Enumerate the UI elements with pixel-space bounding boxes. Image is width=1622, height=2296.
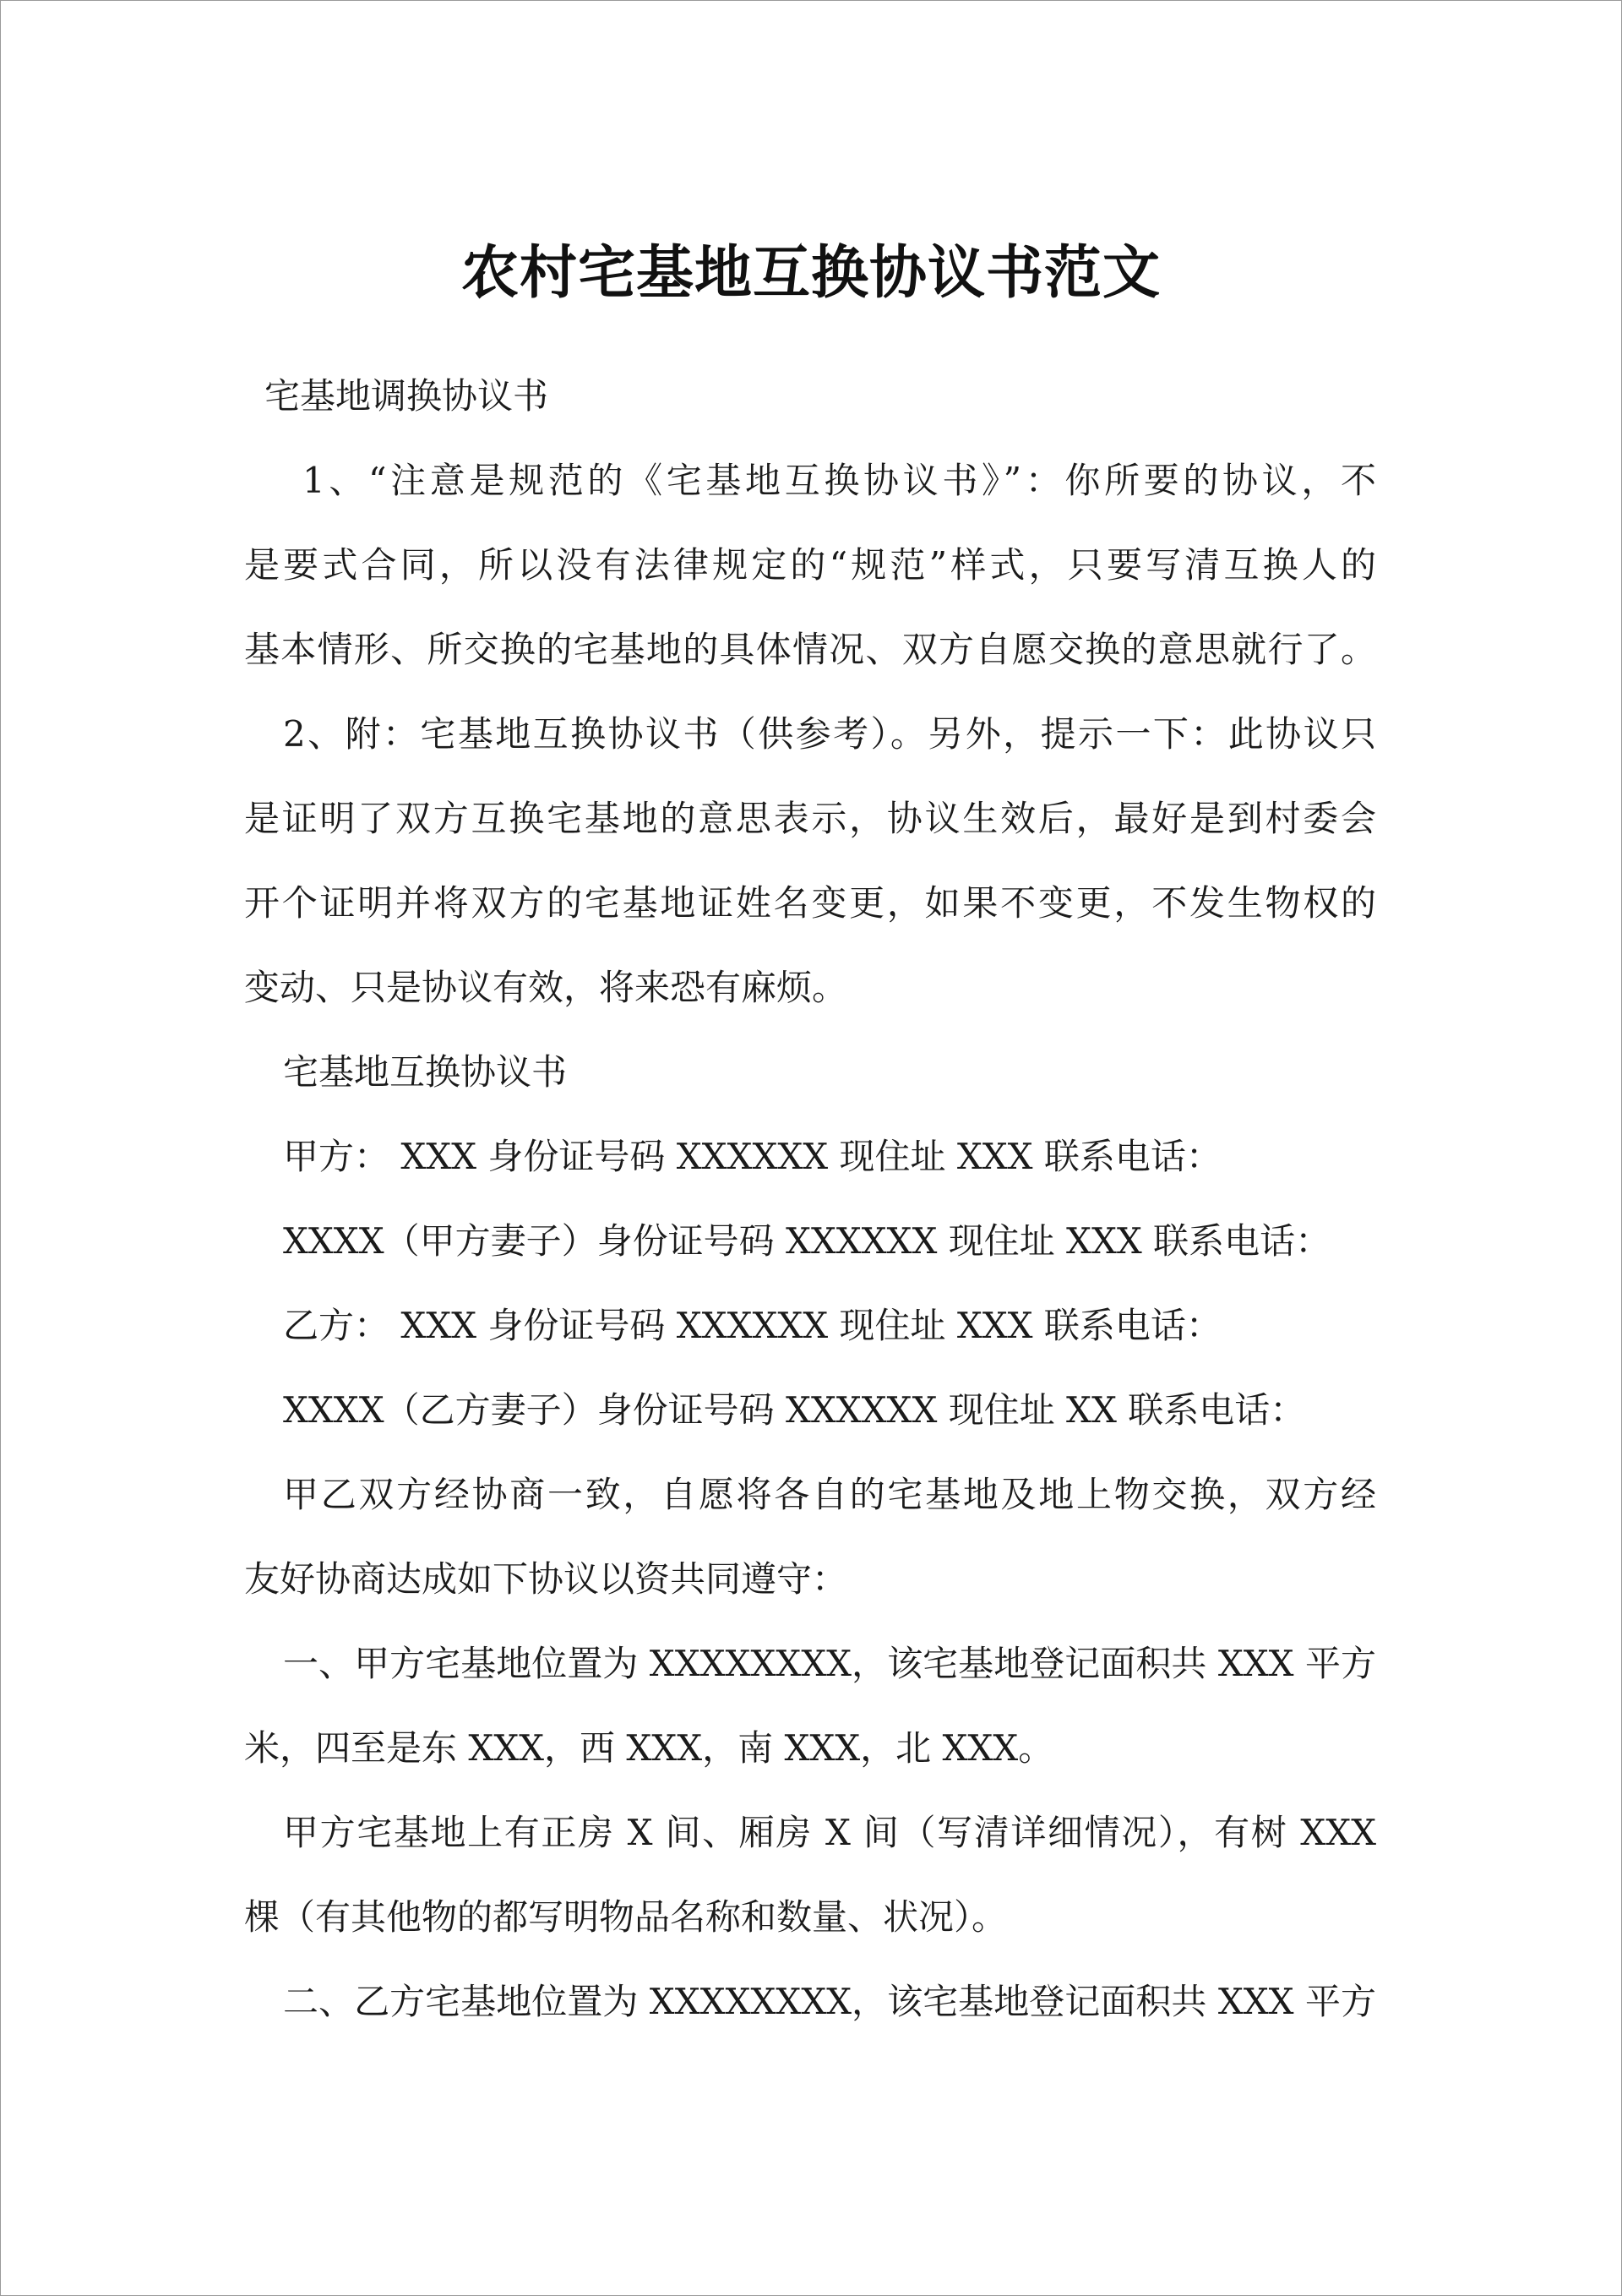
paragraph-line: 棵（有其他物的都写明物品名称和数量、状况）。 (244, 1896, 1008, 1938)
party-line: XXXX（甲方妻子）身份证号码 XXXXXX 现住址 XXX 联系电话： (283, 1220, 1331, 1262)
paragraph-line: 开个证明并将双方的宅基地证姓名变更，如果不变更，不发生物权的 (244, 882, 1376, 924)
paragraph-line: 友好协商达成如下协议以资共同遵守： (244, 1558, 848, 1600)
paragraph-line: 2、附：宅基地互换协议书（供参考）。另外，提示一下：此协议只 (283, 713, 1376, 755)
paragraph-line: 变动、只是协议有效，将来恐有麻烦。 (244, 967, 848, 1008)
document-title: 农村宅基地互换协议书范文 (460, 239, 1161, 307)
paragraph-line: 是证明了双方互换宅基地的意思表示，协议生效后，最好是到村委会 (244, 798, 1376, 839)
paragraph-line: 米，四至是东 XXX，西 XXX，南 XXX，北 XXX。 (244, 1727, 1054, 1769)
party-line: 乙方： XXX 身份证号码 XXXXXX 现住址 XXX 联系电话： (283, 1305, 1222, 1346)
paragraph-line: 甲方宅基地上有正房 X 间、厢房 X 间（写清详细情况），有树 XXX (283, 1812, 1376, 1853)
party-line: 甲方： XXX 身份证号码 XXXXXX 现住址 XXX 联系电话： (283, 1136, 1222, 1177)
section-heading: 宅基地互换协议书 (283, 1051, 568, 1093)
paragraph-line: 1、“注意是规范的《宅基地互换协议书》”：你所要的协议，不 (302, 460, 1376, 501)
paragraph-line: 甲乙双方经协商一致，自愿将各自的宅基地及地上物交换，双方经 (283, 1474, 1376, 1515)
paragraph-line: 二、乙方宅基地位置为 XXXXXXXX，该宅基地登记面积共 XXX 平方 (283, 1981, 1376, 2022)
party-line: XXXX（乙方妻子）身份证号码 XXXXXX 现住址 XX 联系电话： (283, 1389, 1306, 1431)
paragraph-line: 是要式合同，所以没有法律规定的“规范”样式，只要写清互换人的 (244, 544, 1376, 586)
paragraph-line: 基本情形、所交换的宅基地的具体情况、双方自愿交换的意思就行了。 (244, 629, 1376, 670)
paragraph-line: 一、甲方宅基地位置为 XXXXXXXX，该宅基地登记面积共 XXX 平方 (283, 1643, 1376, 1684)
section-heading: 宅基地调换协议书 (264, 375, 549, 417)
